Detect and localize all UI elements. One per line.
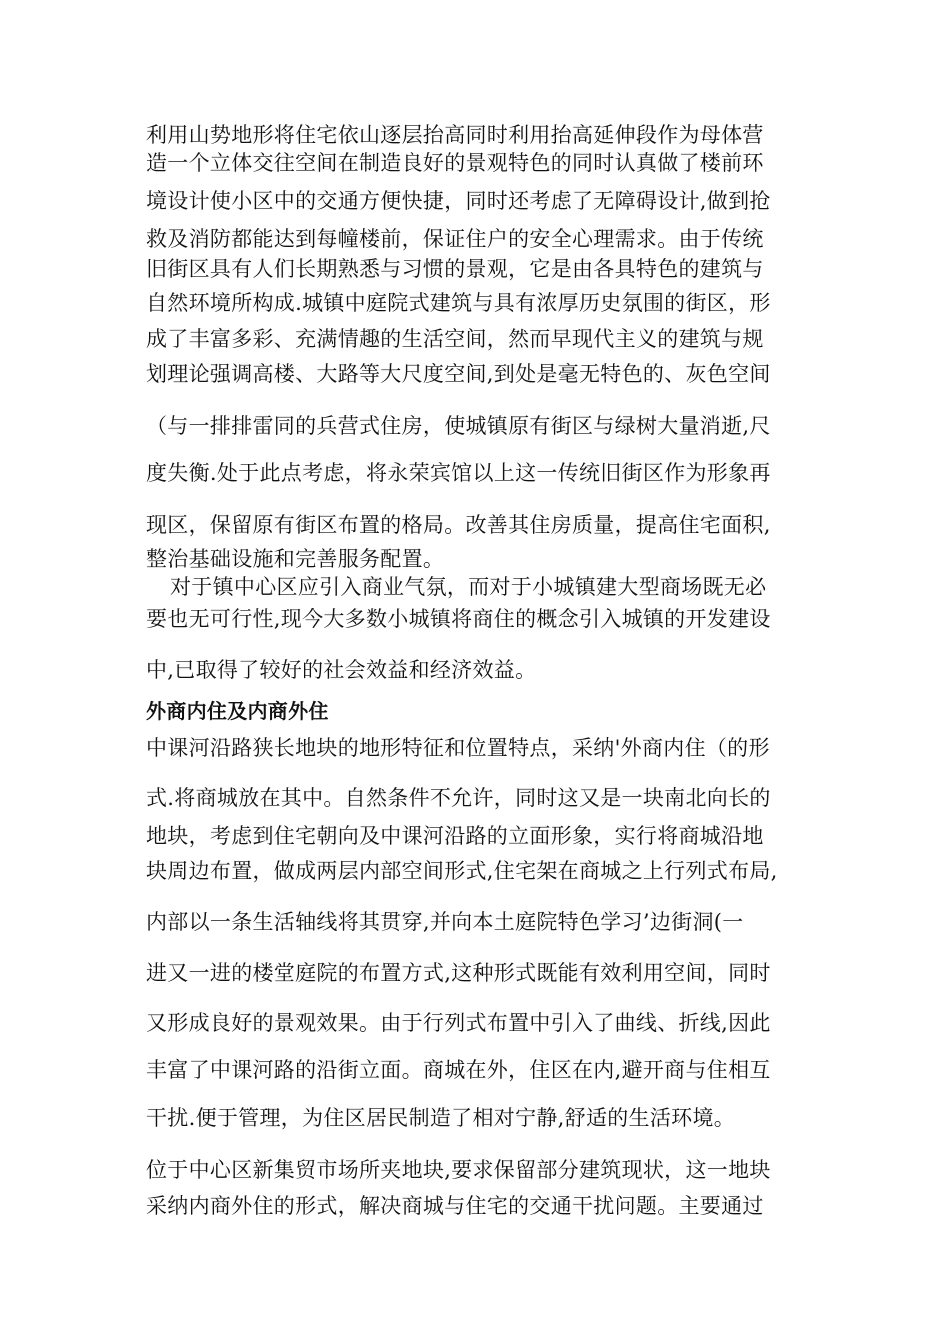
text-line: 利用山势地形将住宅依山逐层抬高同时利用抬高延伸段作为母体营 [146, 123, 764, 147]
paragraph-first-line: 对于镇中心区应引入商业气氛，而对于小城镇建大型商场既无必 [170, 575, 767, 599]
text-line: 要也无可行性,现今大多数小城镇将商住的概念引入城镇的开发建设 [146, 607, 771, 631]
text-line: 块周边布置，做成两层内部空间形式,住宅架在商城之上行列式布局, [146, 859, 778, 883]
text-line: 现区，保留原有街区布置的格局。改善其住房质量，提高住宅面积, [146, 513, 771, 537]
text-line: 地块，考虑到住宅朝向及中课河沿路的立面形象，实行将商城沿地 [146, 824, 764, 848]
text-line: 成了丰富多彩、充满情趣的生活空间，然而早现代主义的建筑与规 [146, 327, 764, 351]
text-line: 度失衡.处于此点考虑，将永荣宾馆以上这一传统旧街区作为形象再 [146, 461, 771, 485]
text-line: 整治基础设施和完善服务配置。 [146, 547, 445, 571]
text-line: 采纳内商外住的形式，解决商城与住宅的交通干扰问题。主要通过 [146, 1194, 764, 1218]
text-line: 内部以一条生活轴线将其贯穿,并向本土庭院特色学习’边街洞(一 [146, 910, 744, 934]
text-line: 丰富了中课河路的沿街立面。商城在外，住区在内,避开商与住相互 [146, 1058, 771, 1082]
text-line: 救及消防都能达到每幢楼前，保证住户的安全心理需求。由于传统 [146, 227, 764, 251]
text-line: 位于中心区新集贸市场所夹地块,要求保留部分建筑现状，这一地块 [146, 1158, 771, 1182]
text-line: 造一个立体交往空间在制造良好的景观特色的同时认真做了楼前环 [146, 151, 764, 175]
section-heading: 外商内住及内商外住 [146, 699, 329, 723]
text-line: （与一排排雷同的兵营式住房，使城镇原有街区与绿树大量消逝,尺 [146, 414, 771, 438]
text-line: 旧街区具有人们长期熟悉与习惯的景观，它是由各具特色的建筑与 [146, 257, 764, 281]
text-line: 划理论强调高楼、大路等大尺度空间,到处是毫无特色的、灰色空间 [146, 362, 771, 386]
text-line: 自然环境所构成.城镇中庭院式建筑与具有浓厚历史氛围的街区，形 [146, 291, 771, 315]
text-line: 中,已取得了较好的社会效益和经济效益。 [146, 658, 537, 682]
text-line: 境设计使小区中的交通方便快捷，同时还考虑了无障碍设计,做到抢 [146, 189, 771, 213]
text-line: 进又一进的楼堂庭院的布置方式,这种形式既能有效利用空间，同时 [146, 961, 771, 985]
text-line: 又形成良好的景观效果。由于行列式布置中引入了曲线、折线,因此 [146, 1011, 771, 1035]
text-line: 干扰.便于管理，为住区居民制造了相对宁静,舒适的生活环境。 [146, 1106, 736, 1130]
text-line: 中课河沿路狭长地块的地形特征和位置特点，采纳'外商内住（的形 [146, 736, 770, 760]
text-line: 式.将商城放在其中。自然条件不允许，同时这又是一块南北向长的 [146, 786, 771, 810]
